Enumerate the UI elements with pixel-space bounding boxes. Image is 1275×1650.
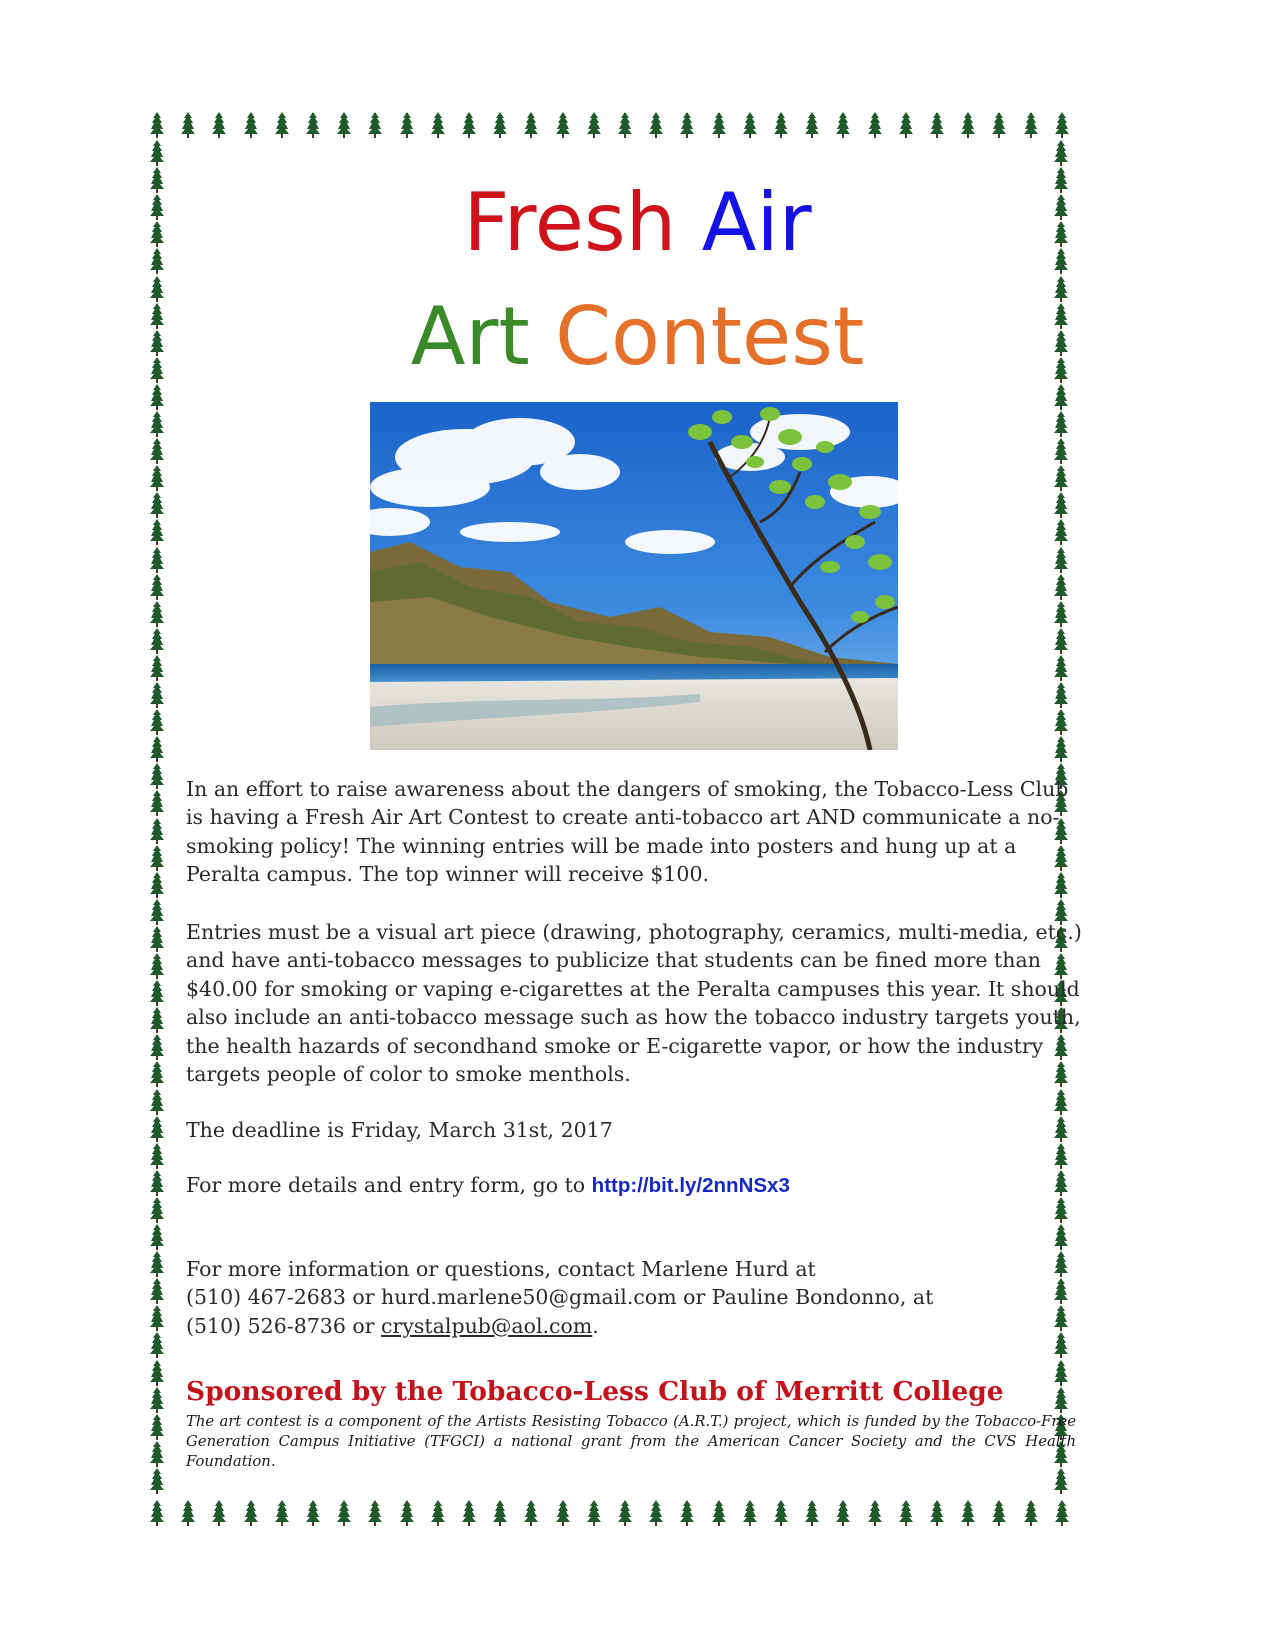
- pine-tree-icon: [150, 112, 164, 138]
- pine-tree-icon: [150, 899, 164, 925]
- pine-tree-icon: [836, 1500, 850, 1526]
- pine-tree-icon: [774, 1500, 788, 1526]
- contact-email-link[interactable]: crystalpub@aol.com: [381, 1313, 593, 1338]
- pine-tree-icon: [618, 112, 632, 138]
- pine-tree-icon: [150, 1500, 164, 1526]
- pine-tree-icon: [1024, 1500, 1038, 1526]
- pine-tree-icon: [150, 628, 164, 654]
- pine-tree-icon: [275, 1500, 289, 1526]
- pine-tree-icon: [930, 112, 944, 138]
- pine-tree-icon: [1054, 601, 1068, 627]
- beach-landscape-photo: [370, 402, 898, 750]
- contact-line-2: (510) 467-2683 or hurd.marlene50@gmail.com or Pauline Bondonno, at: [186, 1285, 934, 1310]
- pine-tree-icon: [587, 1500, 601, 1526]
- pine-tree-icon: [150, 1089, 164, 1115]
- pine-tree-icon: [899, 112, 913, 138]
- pine-tree-icon: [556, 1500, 570, 1526]
- pine-tree-icon: [1054, 465, 1068, 491]
- pine-tree-icon: [306, 1500, 320, 1526]
- pine-tree-icon: [1054, 492, 1068, 518]
- pine-tree-icon: [743, 1500, 757, 1526]
- pine-tree-icon: [493, 1500, 507, 1526]
- pine-tree-icon: [462, 1500, 476, 1526]
- pine-tree-icon: [150, 1061, 164, 1087]
- pine-tree-icon: [1054, 1089, 1068, 1115]
- pine-tree-icon: [150, 1468, 164, 1494]
- pine-tree-icon: [431, 1500, 445, 1526]
- pine-tree-icon: [150, 1143, 164, 1169]
- pine-tree-icon: [680, 1500, 694, 1526]
- pine-tree-icon: [1054, 1197, 1068, 1223]
- pine-tree-icon: [680, 112, 694, 138]
- title-word-fresh: Fresh: [463, 176, 677, 269]
- pine-tree-icon: [1054, 736, 1068, 762]
- tree-border-top: [150, 112, 1070, 142]
- pine-tree-icon: [150, 1278, 164, 1304]
- entry-form-link[interactable]: http://bit.ly/2nnNSx3: [591, 1174, 790, 1197]
- pine-tree-icon: [150, 519, 164, 545]
- pine-tree-icon: [1054, 709, 1068, 735]
- pine-tree-icon: [1054, 574, 1068, 600]
- pine-tree-icon: [150, 953, 164, 979]
- pine-tree-icon: [181, 1500, 195, 1526]
- pine-tree-icon: [899, 1500, 913, 1526]
- pine-tree-icon: [150, 763, 164, 789]
- pine-tree-icon: [150, 438, 164, 464]
- pine-tree-icon: [493, 112, 507, 138]
- pine-tree-icon: [150, 1034, 164, 1060]
- title-line-1: [0, 176, 1275, 269]
- pine-tree-icon: [1054, 547, 1068, 573]
- title-word-air: Air: [701, 176, 812, 269]
- pine-tree-icon: [1054, 411, 1068, 437]
- pine-tree-icon: [150, 1441, 164, 1467]
- pine-tree-icon: [587, 112, 601, 138]
- pine-tree-icon: [150, 492, 164, 518]
- entries-text: Entries must be a visual art piece (drawing, photography, ceramics, multi-media, etc.) and have anti-tobacco messages to publicize that students can be fined more than $40.00 for smoking or vaping e-cigarettes at the Peralta campuses this year. It should also include an anti-tobacco message such as how the tobacco industry targets youth, the health hazards of secondhand smoke or E-cigarette vapor, or how the industry targets people of color to smoke menthols.: [186, 920, 1082, 1087]
- pine-tree-icon: [150, 790, 164, 816]
- entries-paragraph: [186, 918, 1086, 1088]
- contact-line-1: For more information or questions, contact Marlene Hurd at: [186, 1257, 816, 1281]
- pine-tree-icon: [150, 1305, 164, 1331]
- contact-paragraph: [186, 1255, 1086, 1340]
- pine-tree-icon: [150, 411, 164, 437]
- pine-tree-icon: [150, 1414, 164, 1440]
- pine-tree-icon: [649, 112, 663, 138]
- pine-tree-icon: [1054, 140, 1068, 166]
- pine-tree-icon: [244, 112, 258, 138]
- pine-tree-icon: [150, 655, 164, 681]
- pine-tree-icon: [337, 1500, 351, 1526]
- pine-tree-icon: [150, 574, 164, 600]
- pine-tree-icon: [400, 1500, 414, 1526]
- sponsor-heading: Sponsored by the Tobacco-Less Club of Merritt College: [186, 1376, 1004, 1407]
- pine-tree-icon: [524, 1500, 538, 1526]
- pine-tree-icon: [306, 112, 320, 138]
- pine-tree-icon: [836, 112, 850, 138]
- pine-tree-icon: [368, 112, 382, 138]
- pine-tree-icon: [618, 1500, 632, 1526]
- pine-tree-icon: [150, 926, 164, 952]
- pine-tree-icon: [868, 1500, 882, 1526]
- pine-tree-icon: [150, 384, 164, 410]
- pine-tree-icon: [774, 112, 788, 138]
- pine-tree-icon: [150, 1170, 164, 1196]
- pine-tree-icon: [150, 1116, 164, 1142]
- details-paragraph: [186, 1171, 1086, 1200]
- pine-tree-icon: [150, 845, 164, 871]
- pine-tree-icon: [805, 1500, 819, 1526]
- pine-tree-icon: [150, 1332, 164, 1358]
- pine-tree-icon: [1054, 1224, 1068, 1250]
- pine-tree-icon: [930, 1500, 944, 1526]
- pine-tree-icon: [275, 112, 289, 138]
- pine-tree-icon: [1054, 628, 1068, 654]
- pine-tree-icon: [150, 140, 164, 166]
- pine-tree-icon: [150, 1360, 164, 1386]
- tree-border-bottom: [150, 1500, 1070, 1530]
- pine-tree-icon: [992, 112, 1006, 138]
- pine-tree-icon: [150, 980, 164, 1006]
- details-prefix: For more details and entry form, go to: [186, 1173, 592, 1197]
- intro-paragraph: [186, 775, 1086, 889]
- pine-tree-icon: [150, 1251, 164, 1277]
- pine-tree-icon: [1054, 519, 1068, 545]
- pine-tree-icon: [462, 112, 476, 138]
- deadline-paragraph: [186, 1116, 1086, 1144]
- title-word-contest: Contest: [555, 290, 865, 383]
- pine-tree-icon: [368, 1500, 382, 1526]
- pine-tree-icon: [1054, 655, 1068, 681]
- funding-footnote: The art contest is a component of the Artists Resisting Tobacco (A.R.T.) project, which is funded by the Tobacco-Free Generation Campus Initiative (TFGCI) a national grant from the American Cancer Society and the CVS Health Foundation.: [186, 1413, 1076, 1470]
- pine-tree-icon: [150, 736, 164, 762]
- pine-tree-icon: [150, 1387, 164, 1413]
- pine-tree-icon: [337, 112, 351, 138]
- deadline-text: The deadline is Friday, March 31st, 2017: [186, 1118, 613, 1142]
- pine-tree-icon: [150, 1224, 164, 1250]
- pine-tree-icon: [150, 709, 164, 735]
- pine-tree-icon: [1054, 438, 1068, 464]
- pine-tree-icon: [150, 818, 164, 844]
- pine-tree-icon: [212, 1500, 226, 1526]
- pine-tree-icon: [150, 872, 164, 898]
- pine-tree-icon: [961, 1500, 975, 1526]
- contact-line-3-prefix: (510) 526-8736 or: [186, 1313, 382, 1338]
- pine-tree-icon: [712, 112, 726, 138]
- pine-tree-icon: [150, 1197, 164, 1223]
- pine-tree-icon: [805, 112, 819, 138]
- pine-tree-icon: [961, 112, 975, 138]
- intro-text: In an effort to raise awareness about the dangers of smoking, the Tobacco-Less Club is having a Fresh Air Art Contest to create anti-tobacco art AND communicate a no-smoking policy! The winning entries will be made into posters and hung up at a Peralta campus. The top winner will receive $100.: [186, 777, 1069, 887]
- pine-tree-icon: [1054, 384, 1068, 410]
- pine-tree-icon: [400, 112, 414, 138]
- pine-tree-icon: [1024, 112, 1038, 138]
- pine-tree-icon: [150, 682, 164, 708]
- pine-tree-icon: [1054, 1143, 1068, 1169]
- pine-tree-icon: [150, 601, 164, 627]
- pine-tree-icon: [181, 112, 195, 138]
- pine-tree-icon: [743, 112, 757, 138]
- pine-tree-icon: [868, 112, 882, 138]
- pine-tree-icon: [150, 547, 164, 573]
- contact-line-3-suffix: .: [592, 1313, 599, 1338]
- pine-tree-icon: [992, 1500, 1006, 1526]
- pine-tree-icon: [150, 1007, 164, 1033]
- title-line-2: [0, 290, 1275, 383]
- pine-tree-icon: [649, 1500, 663, 1526]
- pine-tree-icon: [1054, 682, 1068, 708]
- pine-tree-icon: [524, 112, 538, 138]
- pine-tree-icon: [712, 1500, 726, 1526]
- pine-tree-icon: [1055, 1500, 1069, 1526]
- title-word-art: Art: [410, 290, 530, 383]
- pine-tree-icon: [212, 112, 226, 138]
- pine-tree-icon: [556, 112, 570, 138]
- pine-tree-icon: [1055, 112, 1069, 138]
- pine-tree-icon: [431, 112, 445, 138]
- pine-tree-icon: [244, 1500, 258, 1526]
- pine-tree-icon: [150, 465, 164, 491]
